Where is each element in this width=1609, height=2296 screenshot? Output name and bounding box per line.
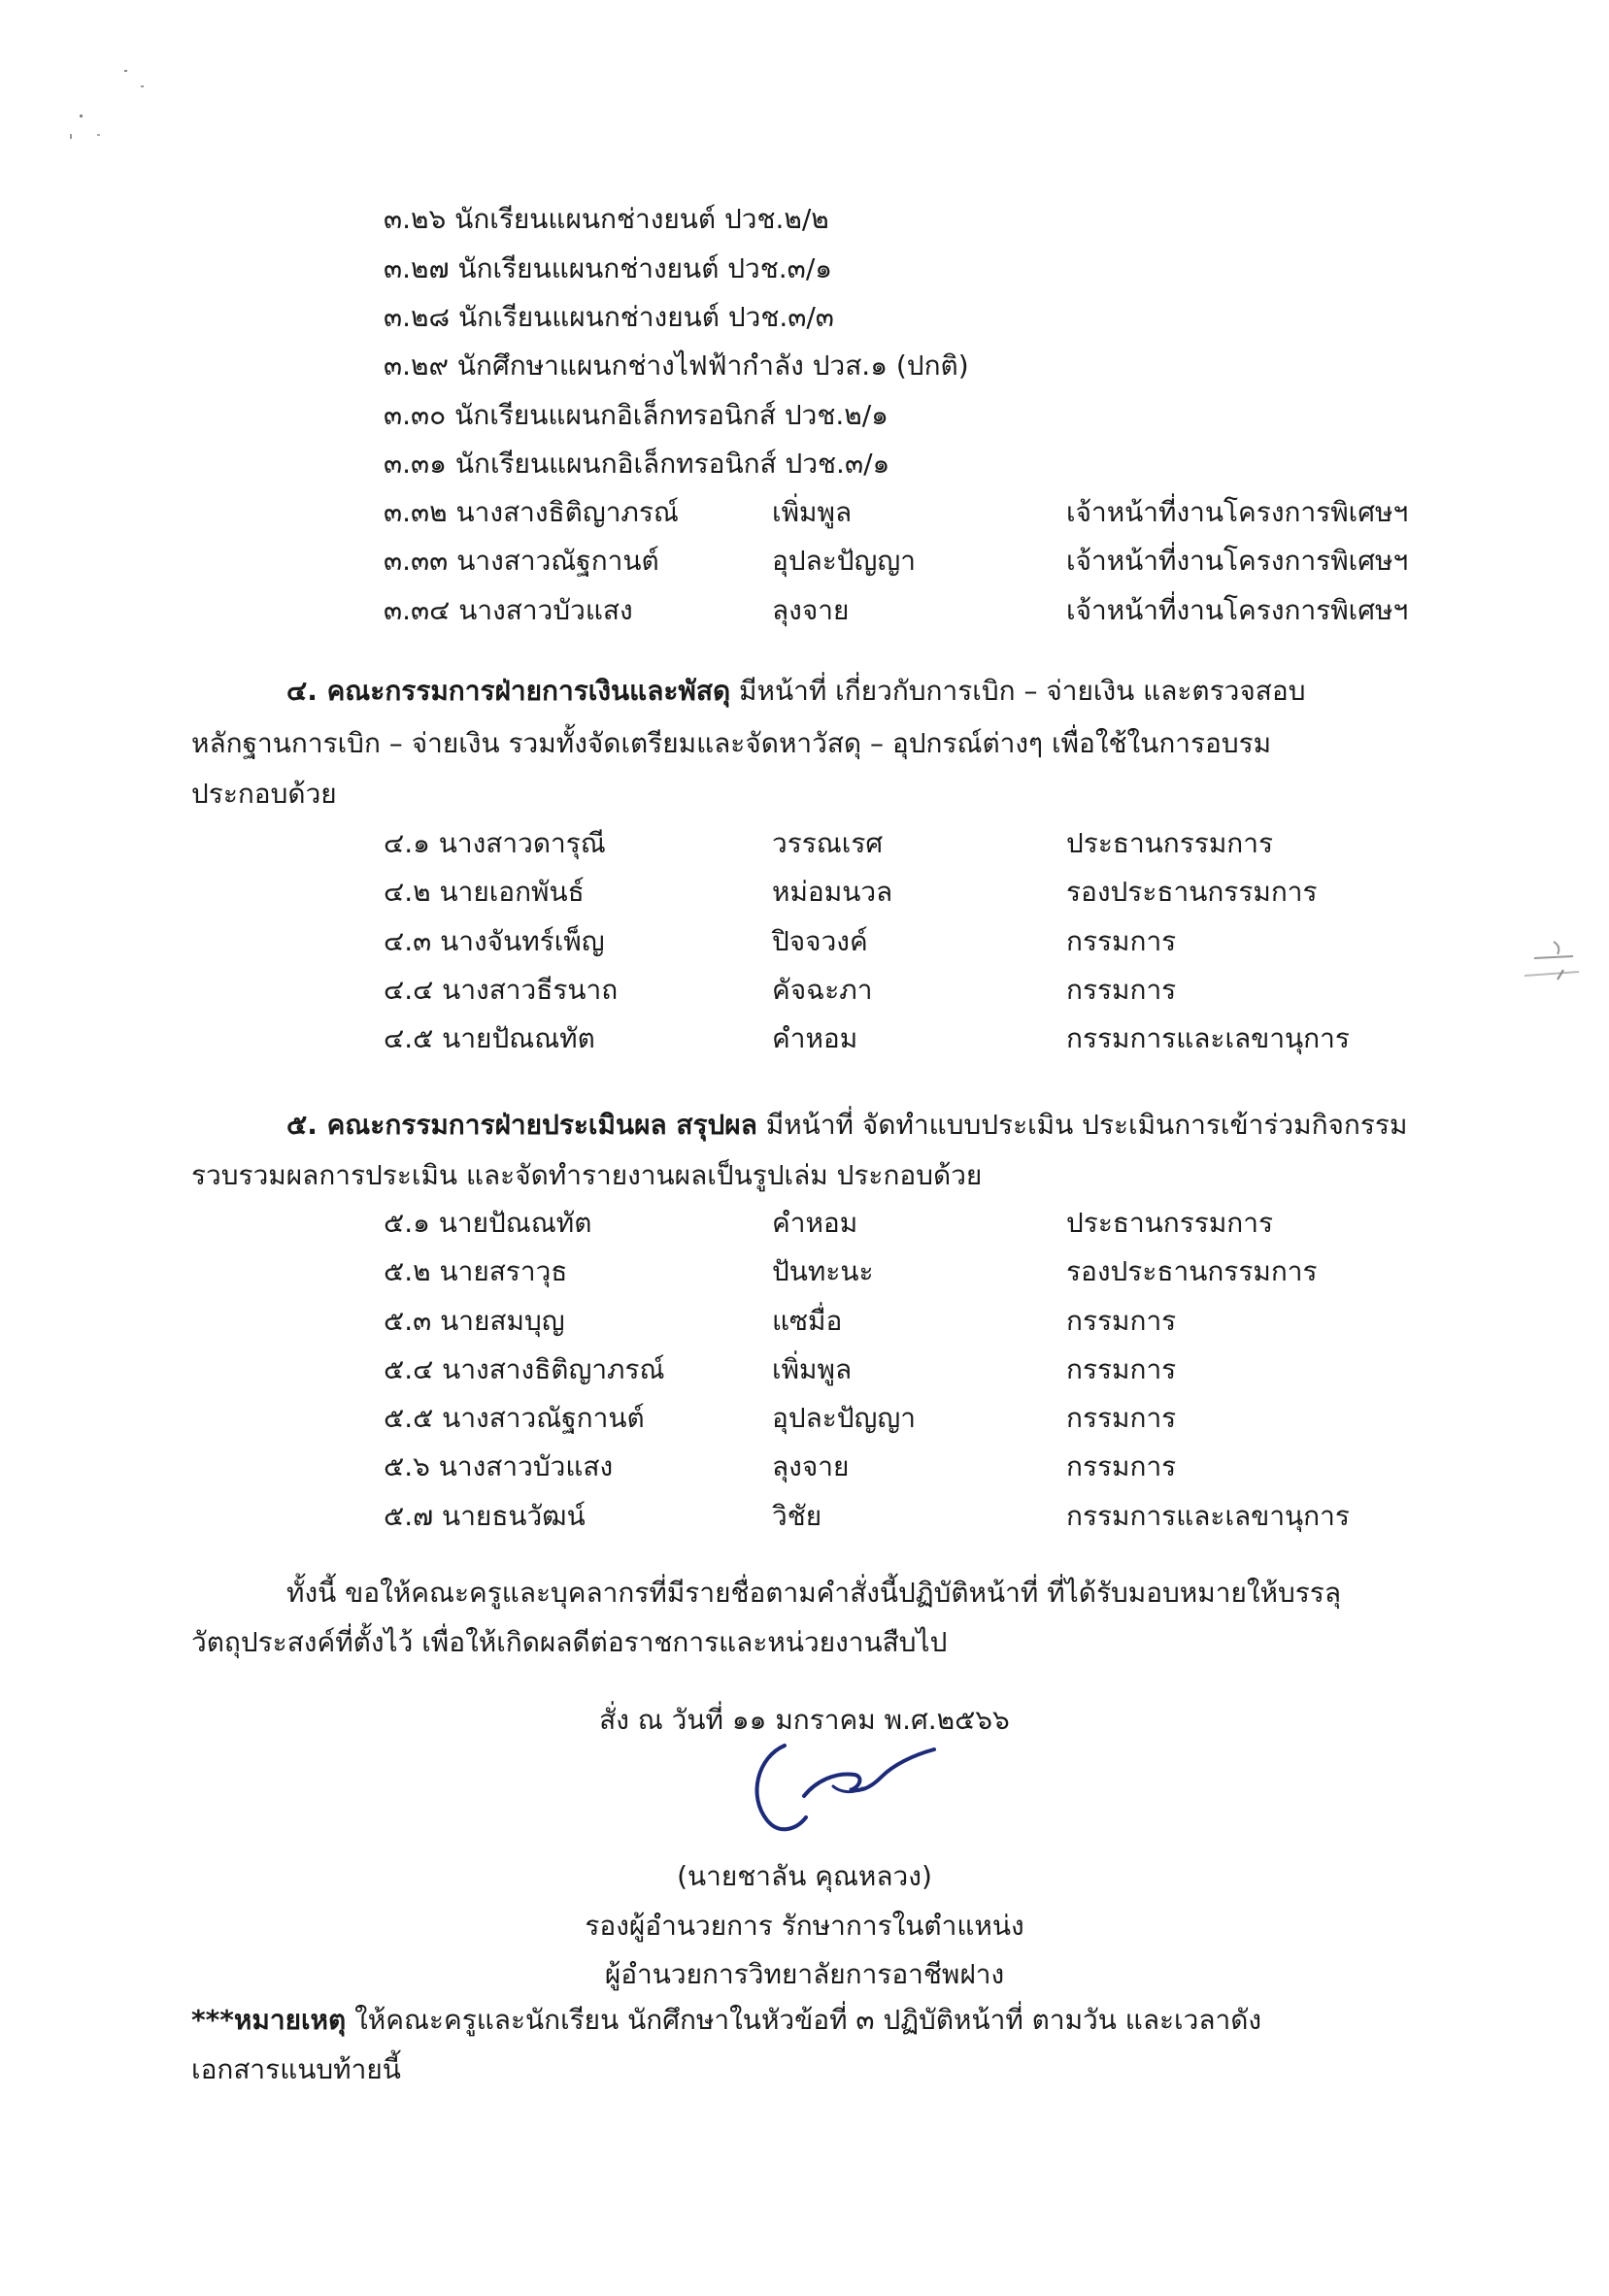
member-name: ๓.๓๓ นางสาวณัฐกานต์ bbox=[384, 545, 659, 577]
section4-intro-line3: ประกอบด้วย bbox=[191, 778, 337, 810]
member-role: กรรมการ bbox=[1066, 925, 1177, 957]
note-line2: เอกสารแนบท้ายนี้ bbox=[191, 2053, 401, 2085]
member-surname: คำหอม bbox=[772, 1207, 858, 1239]
scan-speck bbox=[80, 115, 83, 117]
list-item: ๓.๒๘ นักเรียนแผนกช่างยนต์ ปวช.๓/๓ bbox=[384, 301, 834, 333]
list-item: ๓.๒๖ นักเรียนแผนกช่างยนต์ ปวช.๒/๒ bbox=[384, 203, 829, 235]
signature-image bbox=[719, 1728, 942, 1845]
member-surname: วรรณเรศ bbox=[772, 827, 884, 859]
member-name: ๕.๖ นางสาวบัวแสง bbox=[384, 1450, 614, 1482]
member-surname: แซมื่อ bbox=[772, 1305, 843, 1337]
margin-mark bbox=[1515, 937, 1592, 995]
note-label: ***หมายเหตุ bbox=[191, 2004, 347, 2036]
note-line1 bbox=[191, 1996, 1261, 2045]
member-name: ๕.๒ นายสราวุธ bbox=[384, 1255, 568, 1287]
member-role: กรรมการ bbox=[1066, 1353, 1177, 1385]
member-role: กรรมการ bbox=[1066, 1402, 1177, 1434]
signatory-title2: ผู้อำนวยการวิทยาลัยการอาชีพฝาง bbox=[604, 1958, 1005, 1990]
list-item: ๓.๓๑ นักเรียนแผนกอิเล็กทรอนิกส์ ปวช.๓/๑ bbox=[384, 448, 890, 480]
member-role: กรรมการและเลขานุการ bbox=[1066, 1022, 1350, 1054]
member-surname: ลุงจาย bbox=[772, 594, 850, 626]
closing-line1: ทั้งนี้ ขอให้คณะครูและบุคลากรที่มีรายชื่อตามคำสั่งนี้ปฏิบัติหน้าที่ ที่ได้รับมอบหมายให้บรรลุ bbox=[286, 1577, 1341, 1609]
section5-intro bbox=[286, 1101, 1407, 1149]
member-name: ๔.๔ นางสาวธีรนาถ bbox=[384, 974, 619, 1006]
member-surname: ลุงจาย bbox=[772, 1450, 850, 1482]
member-surname: วิชัย bbox=[772, 1500, 822, 1532]
member-surname: เพิ่มพูล bbox=[772, 496, 853, 528]
order-date: สั่ง ณ วันที่ ๑๑ มกราคม พ.ศ.๒๕๖๖ bbox=[599, 1704, 1010, 1736]
note-text: ให้คณะครูและนักเรียน นักศึกษาในหัวข้อที่ ๓ ปฏิบัติหน้าที่ ตามวัน และเวลาดัง bbox=[346, 2004, 1262, 2036]
section4-intro-line2: หลักฐานการเบิก – จ่ายเงิน รวมทั้งจัดเตรียมและจัดหาวัสดุ – อุปกรณ์ต่างๆ เพื่อใช้ในการอบรม bbox=[191, 727, 1272, 759]
scan-speck bbox=[97, 134, 100, 136]
member-role: กรรมการ bbox=[1066, 974, 1177, 1006]
member-role: ประธานกรรมการ bbox=[1066, 1207, 1274, 1239]
member-surname: คัจฉะภา bbox=[772, 974, 873, 1006]
list-item: ๓.๓๐ นักเรียนแผนกอิเล็กทรอนิกส์ ปวช.๒/๑ bbox=[384, 399, 888, 431]
member-role: ประธานกรรมการ bbox=[1066, 827, 1274, 859]
section4-intro-text: มีหน้าที่ เกี่ยวกับการเบิก – จ่ายเงิน และตรวจสอบ bbox=[730, 675, 1306, 707]
closing-line2: วัตถุประสงค์ที่ตั้งไว้ เพื่อให้เกิดผลดีต่อราชการและหน่วยงานสืบไป bbox=[191, 1626, 948, 1658]
member-role: รองประธานกรรมการ bbox=[1066, 876, 1318, 908]
member-name: ๕.๑ นายปัณณทัต bbox=[384, 1207, 592, 1239]
section5-heading: ๕. คณะกรรมการฝ่ายประเมินผล สรุปผล bbox=[286, 1109, 757, 1141]
member-name: ๓.๓๔ นางสาวบัวแสง bbox=[384, 594, 633, 626]
member-surname: ปันทะนะ bbox=[772, 1255, 874, 1287]
member-role: เจ้าหน้าที่งานโครงการพิเศษฯ bbox=[1066, 496, 1409, 528]
member-name: ๓.๓๒ นางสางธิติญาภรณ์ bbox=[384, 496, 679, 528]
member-name: ๔.๓ นางจันทร์เพ็ญ bbox=[384, 925, 605, 957]
member-surname: ปิจจวงค์ bbox=[772, 925, 868, 957]
member-surname: คำหอม bbox=[772, 1022, 858, 1054]
scan-speck bbox=[70, 134, 72, 139]
member-surname: อุปละปัญญา bbox=[772, 545, 916, 577]
scan-speck bbox=[141, 85, 144, 87]
signatory-title1: รองผู้อำนวยการ รักษาการในตำแหน่ง bbox=[585, 1910, 1024, 1942]
member-name: ๔.๑ นางสาวดารุณี bbox=[384, 827, 606, 859]
member-role: รองประธานกรรมการ bbox=[1066, 1255, 1318, 1287]
member-surname: หม่อมนวล bbox=[772, 876, 893, 908]
member-surname: เพิ่มพูล bbox=[772, 1353, 853, 1385]
member-name: ๔.๒ นายเอกพันธ์ bbox=[384, 876, 585, 908]
member-role: กรรมการ bbox=[1066, 1305, 1177, 1337]
member-surname: อุปละปัญญา bbox=[772, 1402, 916, 1434]
section4-heading: ๔. คณะกรรมการฝ่ายการเงินและพัสดุ bbox=[286, 675, 731, 707]
member-role: เจ้าหน้าที่งานโครงการพิเศษฯ bbox=[1066, 594, 1409, 626]
member-name: ๕.๕ นางสาวณัฐกานต์ bbox=[384, 1402, 645, 1434]
member-name: ๔.๕ นายปัณณทัต bbox=[384, 1022, 595, 1054]
member-role: กรรมการ bbox=[1066, 1450, 1177, 1482]
signatory-name: (นายชาลัน คุณหลวง) bbox=[677, 1860, 932, 1892]
member-name: ๕.๔ นางสางธิติญาภรณ์ bbox=[384, 1353, 665, 1385]
member-name: ๕.๗ นายธนวัฒน์ bbox=[384, 1500, 586, 1532]
list-item: ๓.๒๗ นักเรียนแผนกช่างยนต์ ปวช.๓/๑ bbox=[384, 252, 833, 284]
section5-intro-text: มีหน้าที่ จัดทำแบบประเมิน ประเมินการเข้าร่วมกิจกรรม bbox=[756, 1109, 1408, 1141]
member-role: กรรมการและเลขานุการ bbox=[1066, 1500, 1350, 1532]
section5-intro-line2: รวบรวมผลการประเมิน และจัดทำรายงานผลเป็นรูปเล่ม ประกอบด้วย bbox=[191, 1159, 983, 1191]
list-item: ๓.๒๙ นักศึกษาแผนกช่างไฟฟ้ากำลัง ปวส.๑ (ปกติ) bbox=[384, 349, 969, 382]
member-role: เจ้าหน้าที่งานโครงการพิเศษฯ bbox=[1066, 545, 1409, 577]
scan-speck bbox=[124, 70, 127, 72]
section4-intro bbox=[286, 667, 1305, 715]
member-name: ๕.๓ นายสมบุญ bbox=[384, 1305, 565, 1337]
